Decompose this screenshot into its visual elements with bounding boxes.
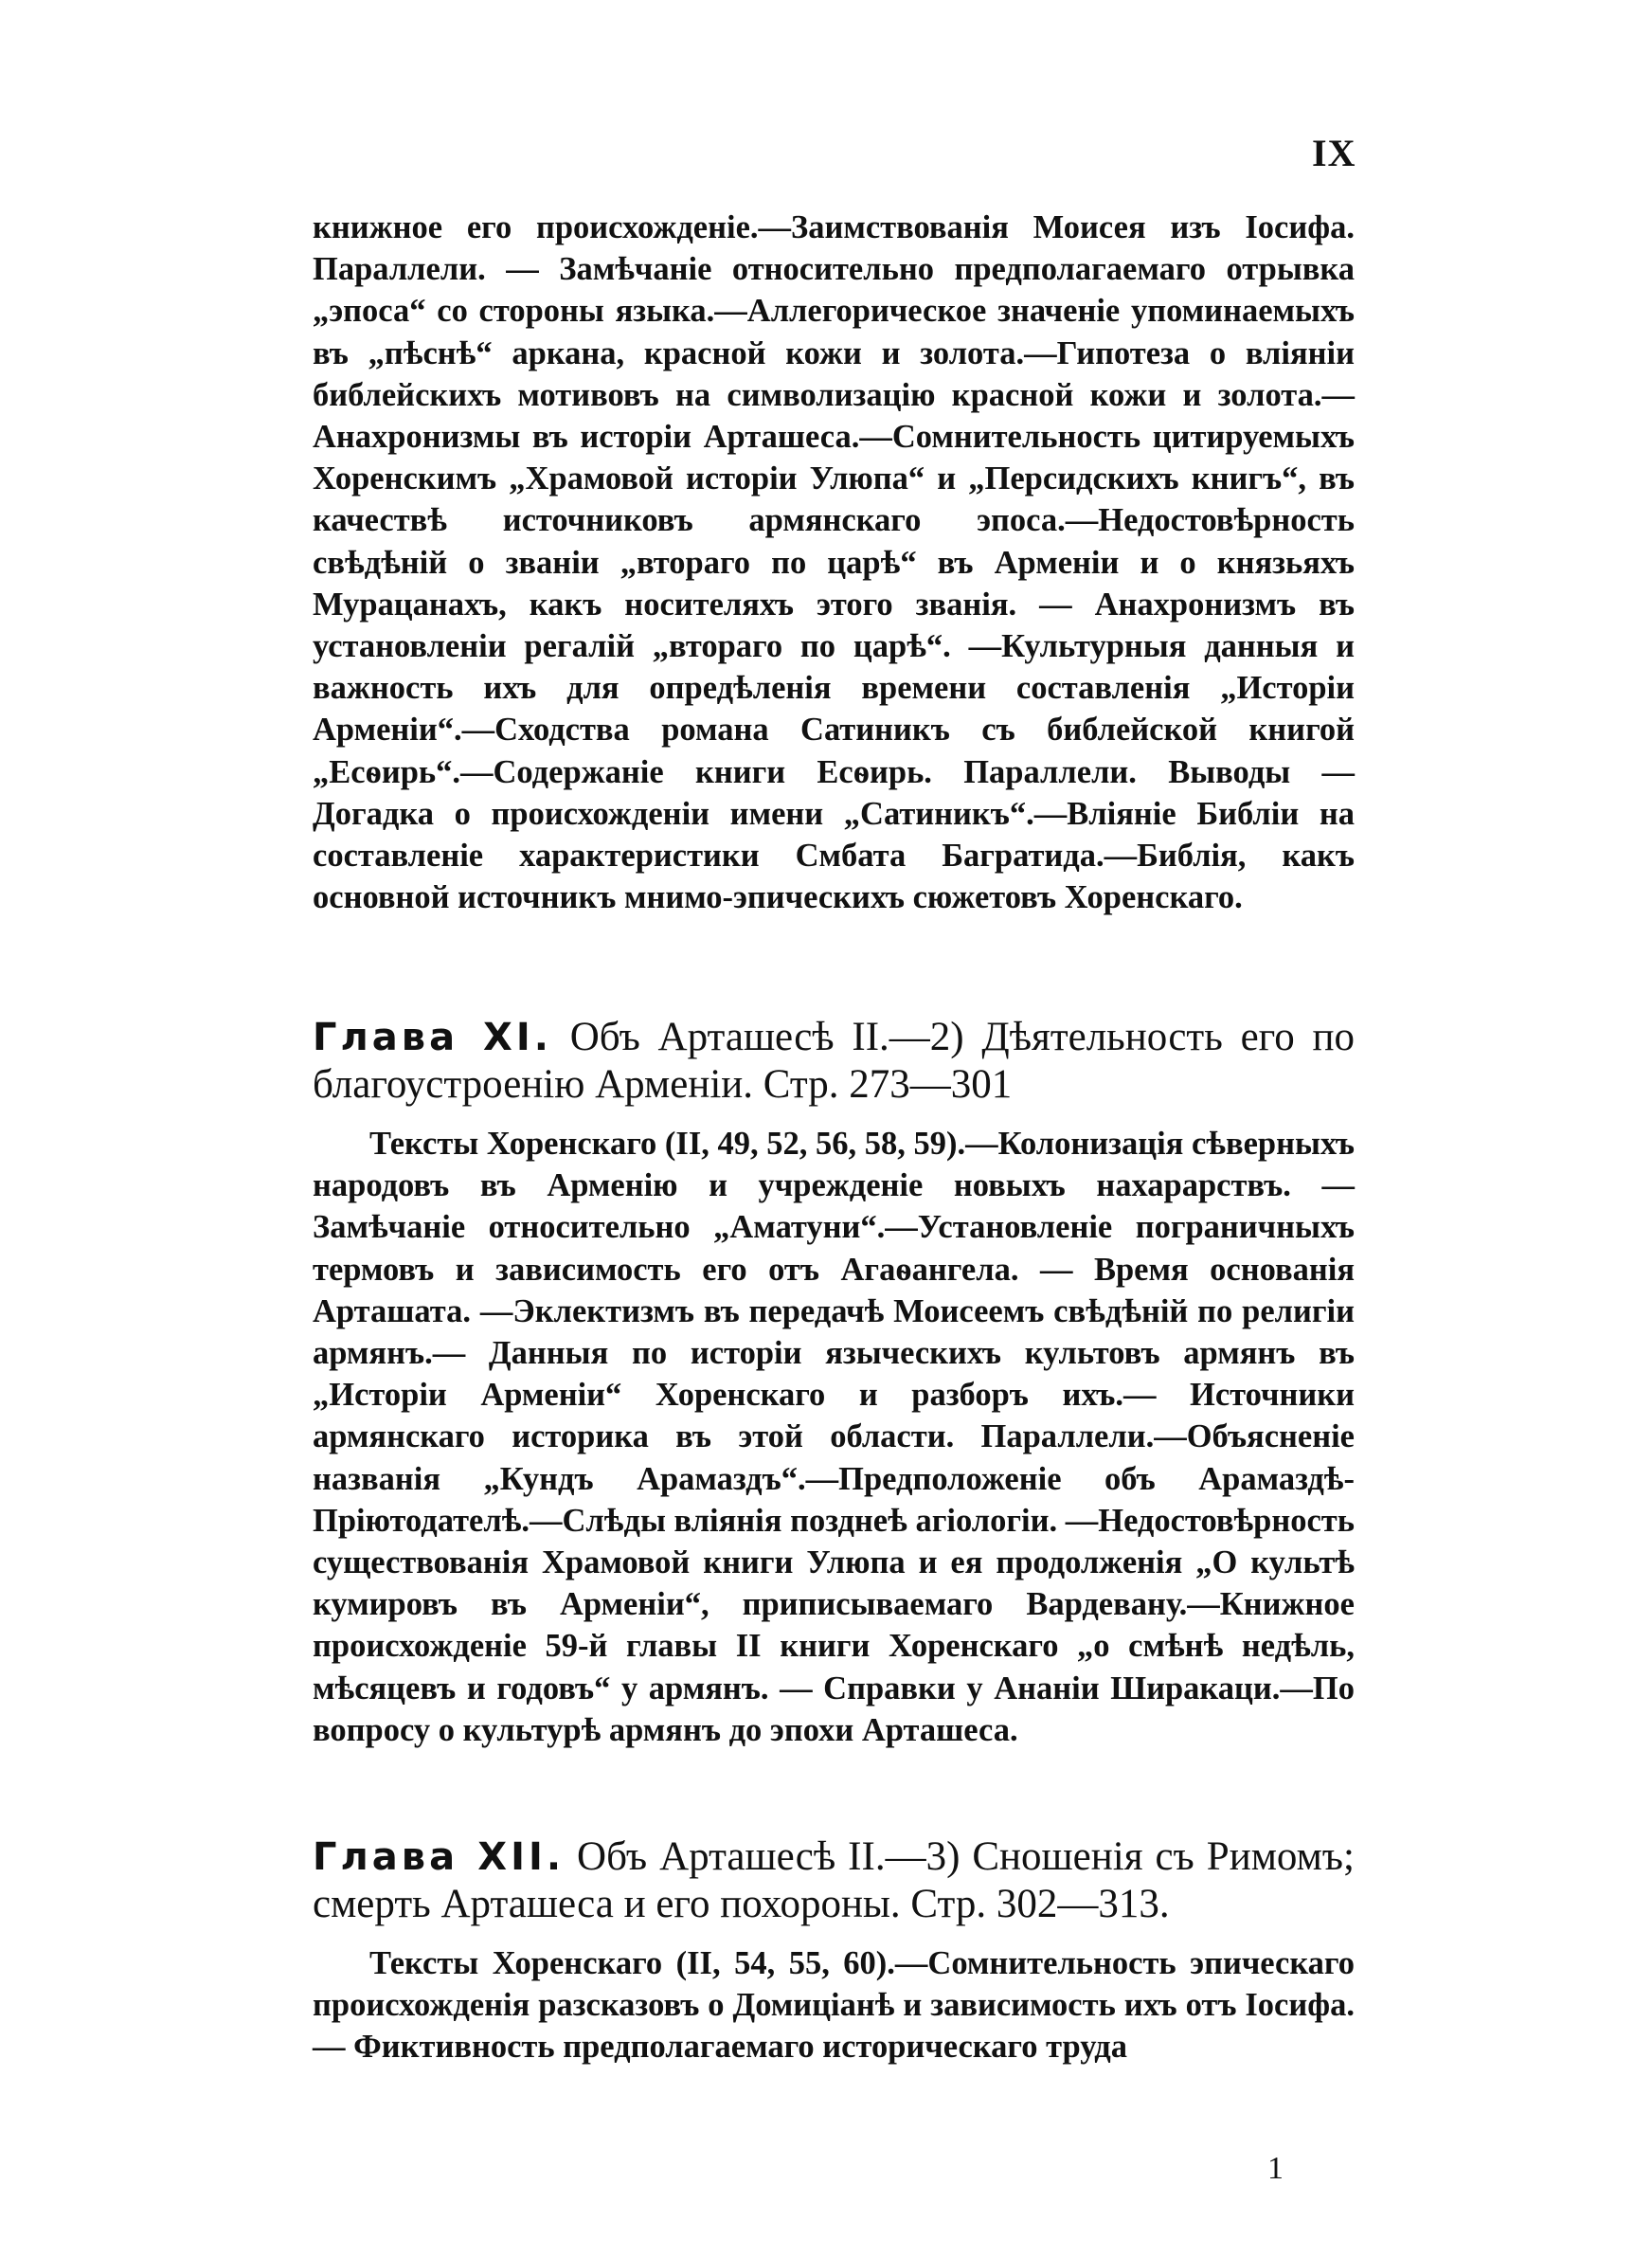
chapter-12-heading: [313, 1833, 1355, 1928]
chapter-11-summary: Тексты Хоренскаго (II, 49, 52, 56, 58, 59).—Колонизація сѣверныхъ народовъ въ Арменію и учрежденіе новыхъ нахарарствъ. — Замѣчаніе относительно „Аматуни“.—Установленіе пограничныхъ термовъ и зависимость его отъ Агаѳангела. — Время основанія Арташата. —Эклектизмъ въ передачѣ Моисеемъ свѣдѣній по религіи армянъ.— Данныя по исторіи языческихъ культовъ армянъ въ „Исторіи Арменіи“ Хоренскаго и разборъ ихъ.— Источники армянскаго историка въ этой области. Параллели.—Объясненіе названія „Кундъ Арамаздъ“.—Предположеніе объ Арамаздѣ-Пріютодателѣ.—Слѣды вліянія позднеѣ агіологіи. —Недостовѣрность существованія Храмовой книги Улюпа и ея продолженія „О культѣ кумировъ въ Арменіи“, приписываемаго Вардевану.—Книжное происхожденіе 59-й главы II книги Хоренскаго „о смѣнѣ недѣль, мѣсяцевъ и годовъ“ у армянъ. — Справки у Ананіи Ширакаци.—По вопросу о культурѣ армянъ до эпохи Арташеса.: [313, 1126, 1355, 1748]
page-number: IX: [1312, 132, 1356, 174]
chapter-11-title: Объ Арташесѣ II.—2) Дѣятельность его по благоустроенію Арменіи. Стр. 273—301: [313, 1015, 1356, 1107]
chapter-12-label: Глава XII.: [313, 1835, 566, 1879]
signature-mark: 1: [1267, 2151, 1284, 2186]
intro-paragraph: книжное его происхожденіе.—Заимствованія Моисея изъ Іосифа. Параллели. — Замѣчаніе относительно предполагаемаго отрывка „эпоса“ со стороны языка.—Аллегорическое значеніе упоминаемыхъ въ „пѣснѣ“ аркана, красной кожи и золота.—Гипотеза о вліяніи библейскихъ мотивовъ на символизацію красной кожи и золота.—Анахронизмы въ исторіи Арташеса.—Сомнительность цитируемыхъ Хоренскимъ „Храмовой исторіи Улюпа“ и „Персидскихъ книгъ“, въ качествѣ источниковъ армянскаго эпоса.—Недостовѣрность свѣдѣній о званіи „втораго по царѣ“ въ Арменіи и о князьяхъ Мурацанахъ, какъ носителяхъ этого званія. — Анахронизмъ въ установленіи регалій „втораго по царѣ“. —Культурныя данныя и важность ихъ для опредѣленія времени составленія „Исторіи Арменіи“.—Сходства романа Сатиникъ съ библейской книгой „Есѳирь“.—Содержаніе книги Есѳирь. Параллели. Выводы —Догадка о происхожденіи имени „Сатиникъ“.—Вліяніе Библіи на составленіе характеристики Смбата Багратида.—Библія, какъ основной источникъ мнимо-эпическихъ сюжетовъ Хоренскаго.: [313, 209, 1355, 916]
chapter-12-summary: Тексты Хоренскаго (II, 54, 55, 60).—Сомнительность эпическаго происхожденія разсказовъ о Домиціанѣ и зависимость ихъ отъ Іосифа.— Фиктивность предполагаемаго историческаго труда: [313, 1945, 1355, 2066]
chapter-12-title: Объ Арташесѣ II.—3) Сношенія съ Римомъ; смерть Арташеса и его похороны. Стр. 302—313.: [313, 1834, 1355, 1926]
chapter-11-heading: [313, 1014, 1355, 1109]
chapter-11-label: Глава XI.: [313, 1016, 552, 1059]
